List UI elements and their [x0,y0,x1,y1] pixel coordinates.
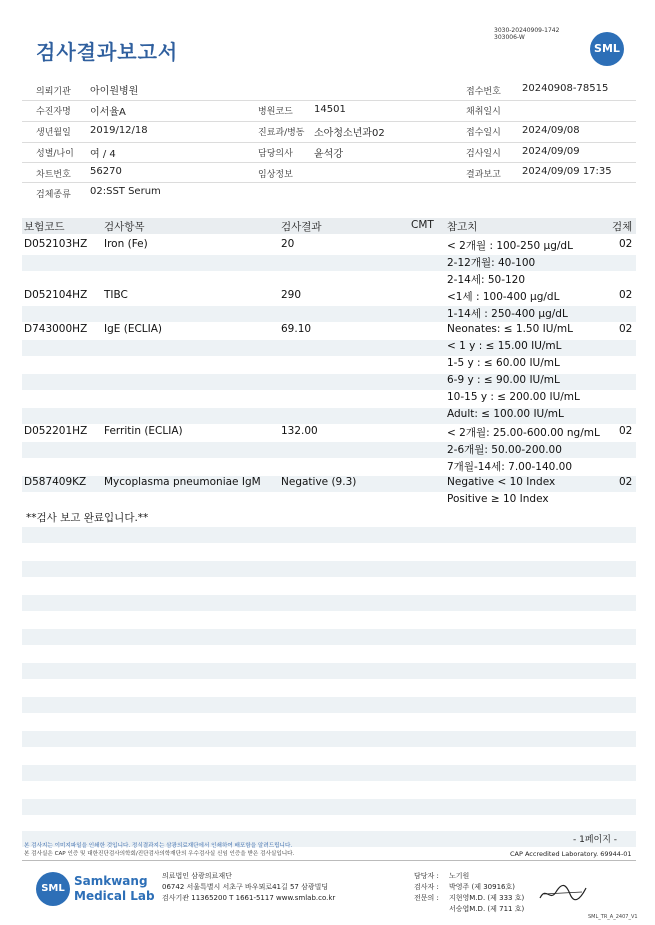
doc-id-2: 303006-W [494,34,525,41]
row-result: 20 [281,238,295,250]
staff-value: 서승엽M.D. (제 711 호) [449,905,525,913]
row-result: 290 [281,289,302,301]
footer-contact: 검사기관 11365200 T 1661-5117 www.smlab.co.kr [162,894,336,902]
table-stripe [22,255,636,271]
hospital-value: 아이원병원 [90,86,139,97]
header-cmt: CMT [411,219,434,231]
report-value: 2024/09/09 17:35 [522,166,612,177]
report-title: 검사결과보고서 [36,40,179,64]
collect-label: 채취일시 [466,107,501,117]
receipt-date-value: 2024/09/08 [522,125,580,136]
test-date-label: 검사일시 [466,149,501,159]
hosp-code-value: 14501 [314,104,346,115]
row-code: D052201HZ [24,425,88,437]
footer-logo-icon: SML [36,872,70,906]
specimen-label: 검체종류 [36,190,71,200]
divider [22,100,636,101]
sml-logo: SML [590,32,624,66]
row-item: Mycoplasma pneumoniae IgM [104,476,261,488]
row-code: D743000HZ [24,323,88,335]
table-stripe [22,595,636,611]
test-date-value: 2024/09/09 [522,146,580,157]
table-stripe [22,765,636,781]
footer-org-name: 의료법인 삼광의료재단 [162,872,232,880]
table-stripe [22,527,636,543]
row-reference: <1세 : 100-400 μg/dL [447,291,560,303]
form-code: SML_TR_A_2407_V1 [588,914,638,920]
doc-id-1: 3030-20240909-1742 [494,27,560,34]
staff-value: 지현영M.D. (제 333 호) [449,894,525,902]
row-specimen: 02 [619,425,633,437]
dept-label: 진료과/병동 [258,128,305,138]
sex-label: 성별/나이 [36,149,74,159]
row-item: Iron (Fe) [104,238,148,250]
row-specimen: 02 [619,289,633,301]
dept-value: 소아청소년과02 [314,128,385,139]
table-stripe [22,629,636,645]
row-reference: Adult: ≤ 100.00 IU/mL [447,408,564,420]
row-item: TIBC [104,289,128,301]
header-result: 검사결과 [281,221,322,233]
table-stripe [22,561,636,577]
row-specimen: 02 [619,476,633,488]
patient-label: 수진자명 [36,107,71,117]
row-reference: 6-9 y : ≤ 90.00 IU/mL [447,374,560,386]
staff-label: 전문의 : [414,894,439,902]
doctor-value: 윤석강 [314,149,343,160]
row-reference: 1-5 y : ≤ 60.00 IU/mL [447,357,560,369]
row-item: Ferritin (ECLIA) [104,425,183,437]
chart-value: 56270 [90,166,122,177]
receipt-no-label: 접수번호 [466,87,501,97]
row-code: D587409KZ [24,476,87,488]
hosp-code-label: 병원코드 [258,107,293,117]
row-specimen: 02 [619,323,633,335]
row-reference: 10-15 y : ≤ 200.00 IU/mL [447,391,580,403]
receipt-no-value: 20240908-78515 [522,83,609,94]
birth-label: 생년월일 [36,128,71,138]
footer-address: 06742 서울특별시 서초구 바우뫼로41길 57 삼광빌딩 [162,883,329,891]
row-reference: 2-14세: 50-120 [447,274,526,286]
row-reference: 2-6개월: 50.00-200.00 [447,444,562,456]
doctor-label: 담당의사 [258,149,293,159]
cap-accreditation: CAP Accredited Laboratory. 69944-01 [510,850,632,858]
staff-label: 검사자 : [414,883,439,891]
header-ref: 참고치 [447,221,478,233]
header-specimen: 검체 [612,221,633,233]
table-stripe [22,799,636,815]
row-code: D052104HZ [24,289,88,301]
report-label: 결과보고 [466,170,501,180]
divider [22,182,636,183]
birth-value: 2019/12/18 [90,125,148,136]
patient-value: 이서율A [90,107,126,118]
staff-label: 담당자 : [414,872,439,880]
footer-logo-line2: Medical Lab [74,889,155,903]
page-number: - 1페이지 - [573,835,618,845]
row-reference: 2-12개월: 40-100 [447,257,536,269]
row-reference: 7개월-14세: 7.00-140.00 [447,461,573,473]
row-result: 132.00 [281,425,318,437]
row-reference: Negative < 10 Index [447,476,556,488]
row-reference: 1-14세 : 250-400 μg/dL [447,308,568,320]
row-reference: < 2개월 : 100-250 μg/dL [447,240,573,252]
footer-divider [22,860,636,861]
row-code: D052103HZ [24,238,88,250]
sex-value: 여 / 4 [90,149,116,160]
divider [22,162,636,163]
header-item: 검사항목 [104,221,145,233]
row-item: IgE (ECLIA) [104,323,163,335]
header-code: 보험코드 [24,221,65,233]
row-result: Negative (9.3) [281,476,357,488]
table-stripe [22,697,636,713]
divider [22,121,636,122]
row-reference: Neonates: ≤ 1.50 IU/mL [447,323,573,335]
completion-note: **검사 보고 완료입니다.** [26,512,149,524]
notice-line-1: 본 검사지는 이미지파일을 인쇄한 것입니다. 정식결과지는 삼광의료재단에서 인쇄하여 배포함을 알려드립니다. [24,843,293,849]
row-reference: < 2개월: 25.00-600.00 ng/mL [447,427,600,439]
clinical-label: 임상정보 [258,170,293,180]
table-stripe [22,663,636,679]
specimen-value: 02:SST Serum [90,186,161,197]
footer-logo-line1: Samkwang [74,874,148,888]
staff-value: 노기원 [449,872,470,880]
notice-line-2: 본 검사실은 CAP 인증 및 대한진단검사의학회/진단검사의학재단의 우수검사실 신임 인증을 받은 검사실입니다. [24,851,295,857]
table-stripe [22,731,636,747]
row-result: 69.10 [281,323,312,335]
row-reference: < 1 y : ≤ 15.00 IU/mL [447,340,562,352]
receipt-date-label: 접수일시 [466,128,501,138]
hospital-label: 의뢰기관 [36,87,71,97]
row-specimen: 02 [619,238,633,250]
staff-value: 박영주 (제 30916호) [449,883,515,891]
chart-label: 차트번호 [36,170,71,180]
row-reference: Positive ≥ 10 Index [447,493,549,505]
divider [22,142,636,143]
signature-image [536,880,588,906]
